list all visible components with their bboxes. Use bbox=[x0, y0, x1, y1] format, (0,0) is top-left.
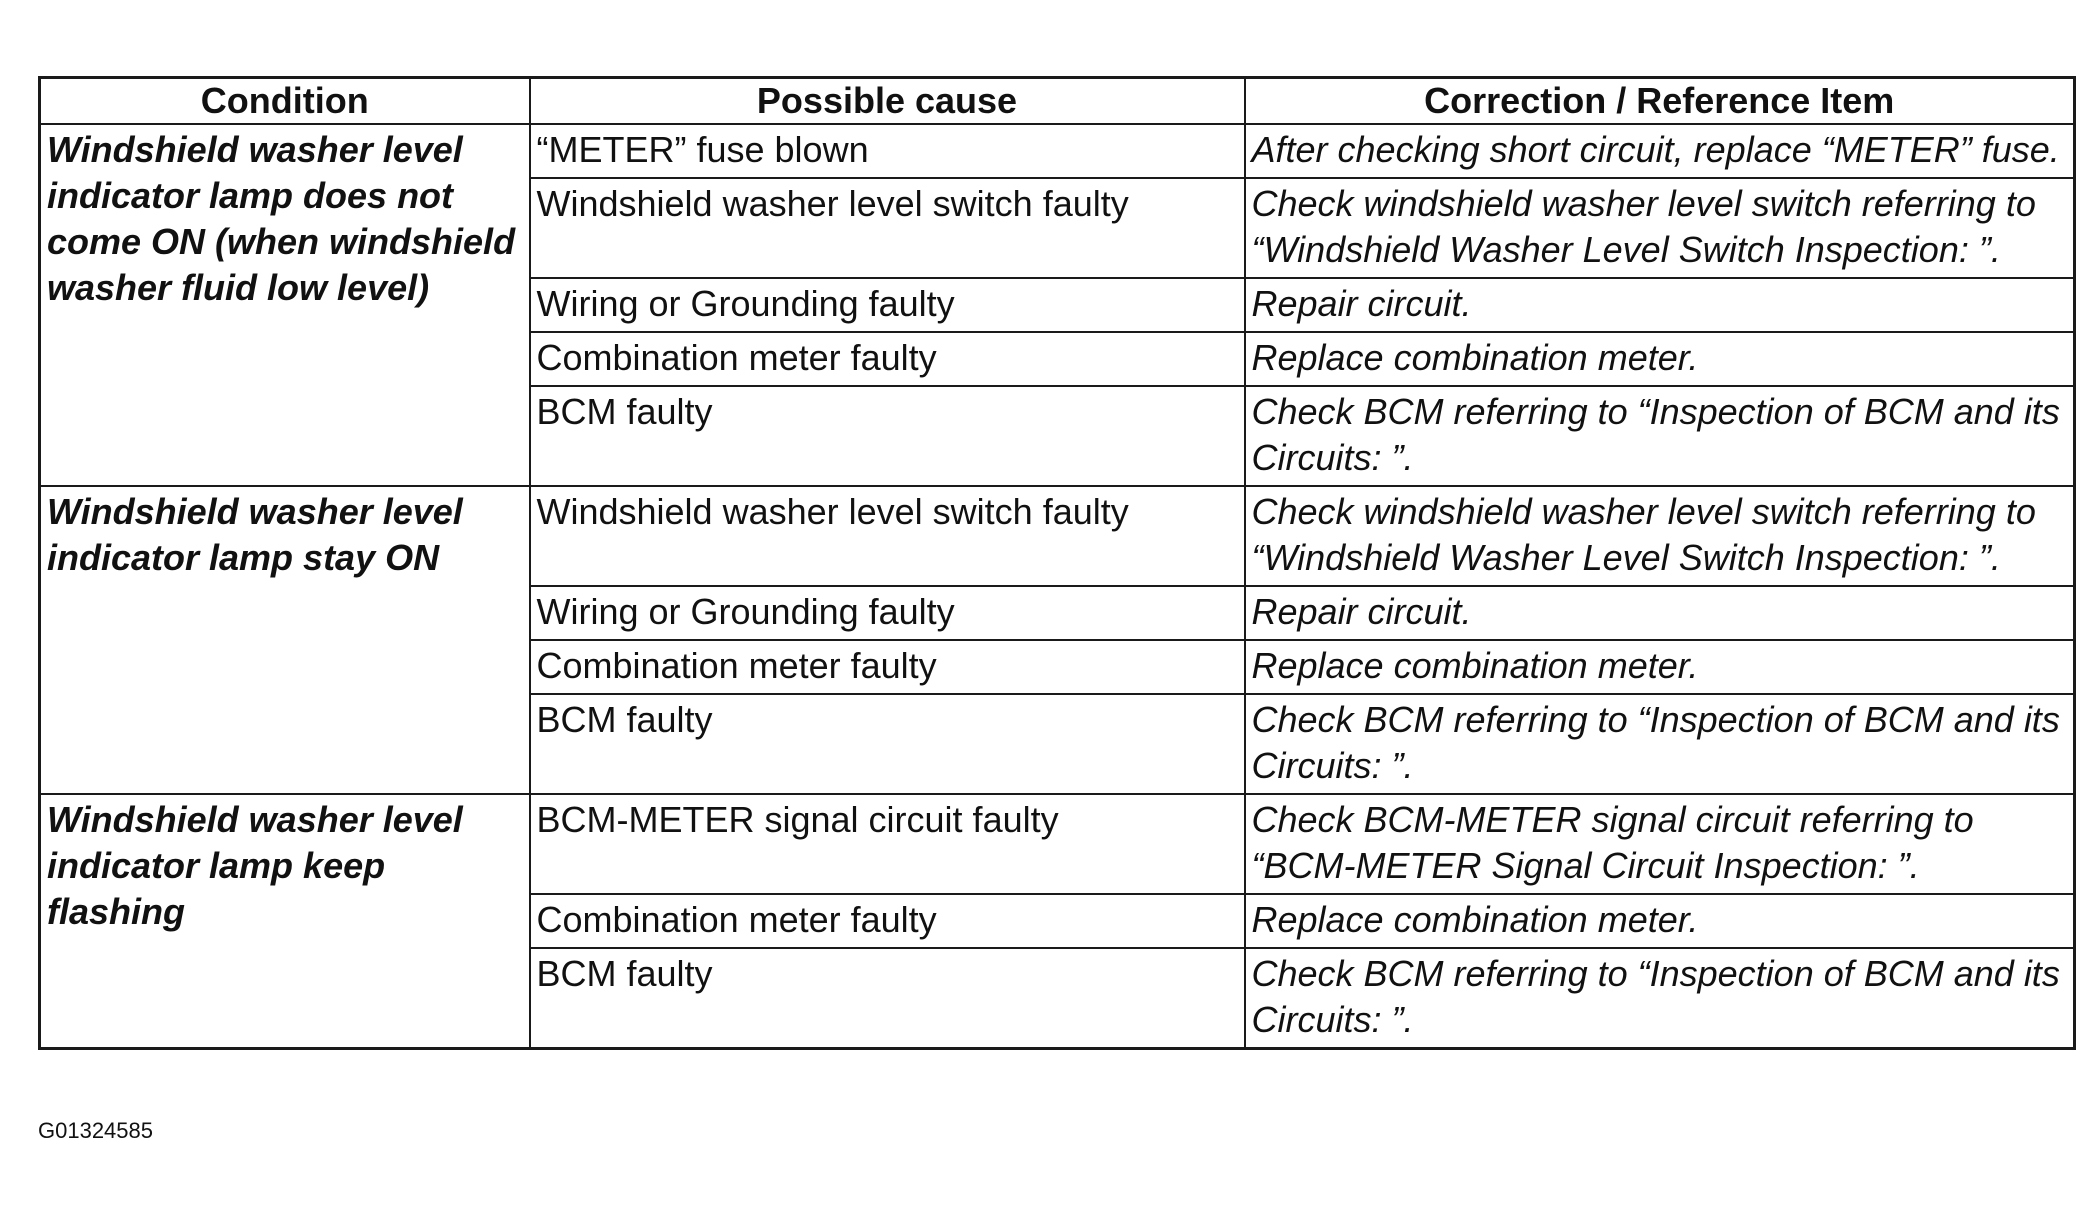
cause-cell: “METER” fuse blown bbox=[530, 124, 1245, 178]
troubleshooting-table-container bbox=[38, 76, 2073, 1050]
correction-cell: Repair circuit. bbox=[1245, 586, 2075, 640]
correction-cell: Check windshield washer level switch referring to “Windshield Washer Level Switch Inspection: ”. bbox=[1245, 178, 2075, 278]
correction-cell: Check BCM referring to “Inspection of BCM and its Circuits: ”. bbox=[1245, 694, 2075, 794]
table-row bbox=[40, 794, 2075, 894]
header-possible-cause: Possible cause bbox=[530, 78, 1245, 125]
cause-cell: BCM faulty bbox=[530, 694, 1245, 794]
correction-cell: Check BCM-METER signal circuit referring to “BCM-METER Signal Circuit Inspection: ”. bbox=[1245, 794, 2075, 894]
cause-cell: BCM faulty bbox=[530, 386, 1245, 486]
correction-cell: Check BCM referring to “Inspection of BCM and its Circuits: ”. bbox=[1245, 386, 2075, 486]
header-correction: Correction / Reference Item bbox=[1245, 78, 2075, 125]
cause-cell: BCM-METER signal circuit faulty bbox=[530, 794, 1245, 894]
cause-cell: Wiring or Grounding faulty bbox=[530, 278, 1245, 332]
cause-cell: Wiring or Grounding faulty bbox=[530, 586, 1245, 640]
cause-cell: Windshield washer level switch faulty bbox=[530, 178, 1245, 278]
cause-cell: Windshield washer level switch faulty bbox=[530, 486, 1245, 586]
condition-cell: Windshield washer level indicator lamp does not come ON (when windshield washer fluid low level) bbox=[40, 124, 530, 486]
cause-cell: Combination meter faulty bbox=[530, 332, 1245, 386]
correction-cell: Replace combination meter. bbox=[1245, 894, 2075, 948]
table-row bbox=[40, 486, 2075, 586]
cause-cell: BCM faulty bbox=[530, 948, 1245, 1049]
correction-cell: Repair circuit. bbox=[1245, 278, 2075, 332]
correction-cell: Check windshield washer level switch referring to “Windshield Washer Level Switch Inspection: ”. bbox=[1245, 486, 2075, 586]
cause-cell: Combination meter faulty bbox=[530, 894, 1245, 948]
cause-cell: Combination meter faulty bbox=[530, 640, 1245, 694]
troubleshooting-table bbox=[38, 76, 2076, 1050]
header-condition: Condition bbox=[40, 78, 530, 125]
condition-cell: Windshield washer level indicator lamp keep flashing bbox=[40, 794, 530, 1049]
figure-id: G01324585 bbox=[38, 1118, 153, 1143]
correction-cell: After checking short circuit, replace “METER” fuse. bbox=[1245, 124, 2075, 178]
correction-cell: Replace combination meter. bbox=[1245, 640, 2075, 694]
condition-cell: Windshield washer level indicator lamp stay ON bbox=[40, 486, 530, 794]
correction-cell: Check BCM referring to “Inspection of BCM and its Circuits: ”. bbox=[1245, 948, 2075, 1049]
correction-cell: Replace combination meter. bbox=[1245, 332, 2075, 386]
table-header-row bbox=[40, 78, 2075, 125]
table-row bbox=[40, 124, 2075, 178]
